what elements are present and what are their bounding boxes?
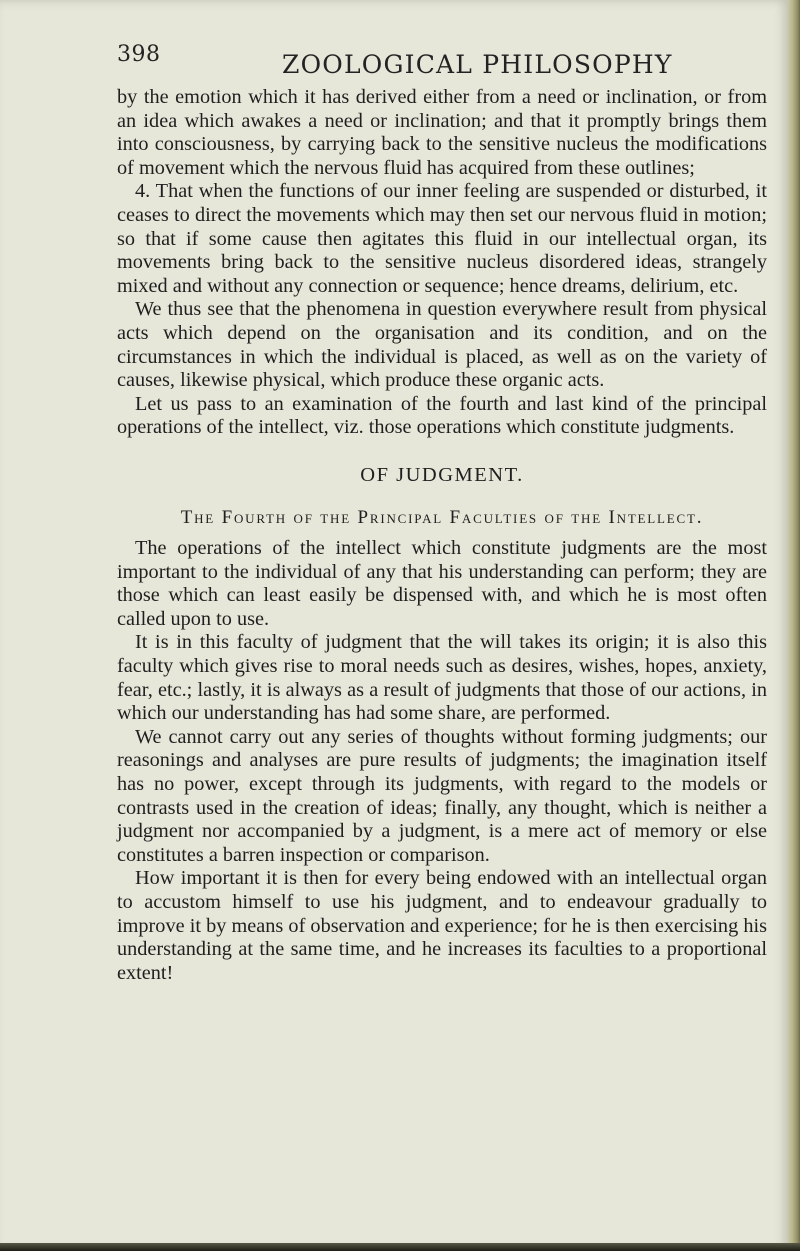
paragraph: The operations of the intellect which constitute judgments are the most important to the individual of any that his understanding can perform; they are those which can least easily be dispensed with, and which he is most often called upon to use. — [117, 537, 767, 630]
paragraph: It is in this faculty of judgment that the will takes its origin; it is also this faculty which gives rise to moral needs such as desires, wishes, hopes, anxiety, fear, etc.; lastly, it is always as a result of judgments that those of our actions, in which our understanding has had some share, are performed. — [117, 631, 767, 725]
section-title: OF JUDGMENT. — [360, 463, 524, 486]
running-title: ZOOLOGICAL PHILOSOPHY — [282, 50, 673, 79]
page-bottom-shadow — [0, 1243, 800, 1251]
paragraph: by the emotion which it has derived either from a need or inclination, or from an idea which awakes a need or inclination; and that it promptly brings them into consciousness, by carrying back to the sensitive nucleus the modifications of movement which the nervous fluid has acquired from these outlines; — [117, 86, 767, 179]
page-number: 398 — [117, 42, 161, 67]
paragraph: We thus see that the phenomena in question everywhere result from physical acts which depend on the organisation and its condition, and on the circumstances in which the individual is placed, as well as on the variety of causes, likewise physical, which produce these organic acts. — [117, 298, 767, 392]
paragraph: We cannot carry out any series of thoughts without forming judgments; our reasonings and analyses are pure results of judgments; the imagination itself has no power, except through its judgments, with regard to the models or contrasts used in the creation of ideas; finally, any thought, which is neither a judgment nor accompanied by a judgment, is a mere act of memory or else constitutes a barren inspection or comparison. — [117, 725, 767, 866]
paragraph: 4. That when the functions of our inner feeling are suspended or disturbed, it ceases to direct the movements which may then set our nervous fluid in motion; so that if some cause then agitates this fluid in our intellectual organ, its movements bring back to the sensitive nucleus disordered ideas, strangely mixed and without any connection or sequence; hence dreams, delirium, etc. — [117, 180, 767, 297]
page-edge — [788, 0, 800, 1251]
section-subtitle: The Fourth of the Principal Faculties of the Intellect. — [180, 506, 704, 528]
paragraph: How important it is then for every being endowed with an intellectual organ to accustom himself to use his judgment, and to endeavour gradually to improve it by means of observation and experience; for he is then exercising his understanding at the same time, and he increases its faculties to a proportional extent! — [117, 867, 767, 984]
page-body — [117, 86, 767, 985]
paragraph: Let us pass to an examination of the fourth and last kind of the principal operations of the intellect, viz. those operations which constitute judgments. — [117, 392, 767, 439]
